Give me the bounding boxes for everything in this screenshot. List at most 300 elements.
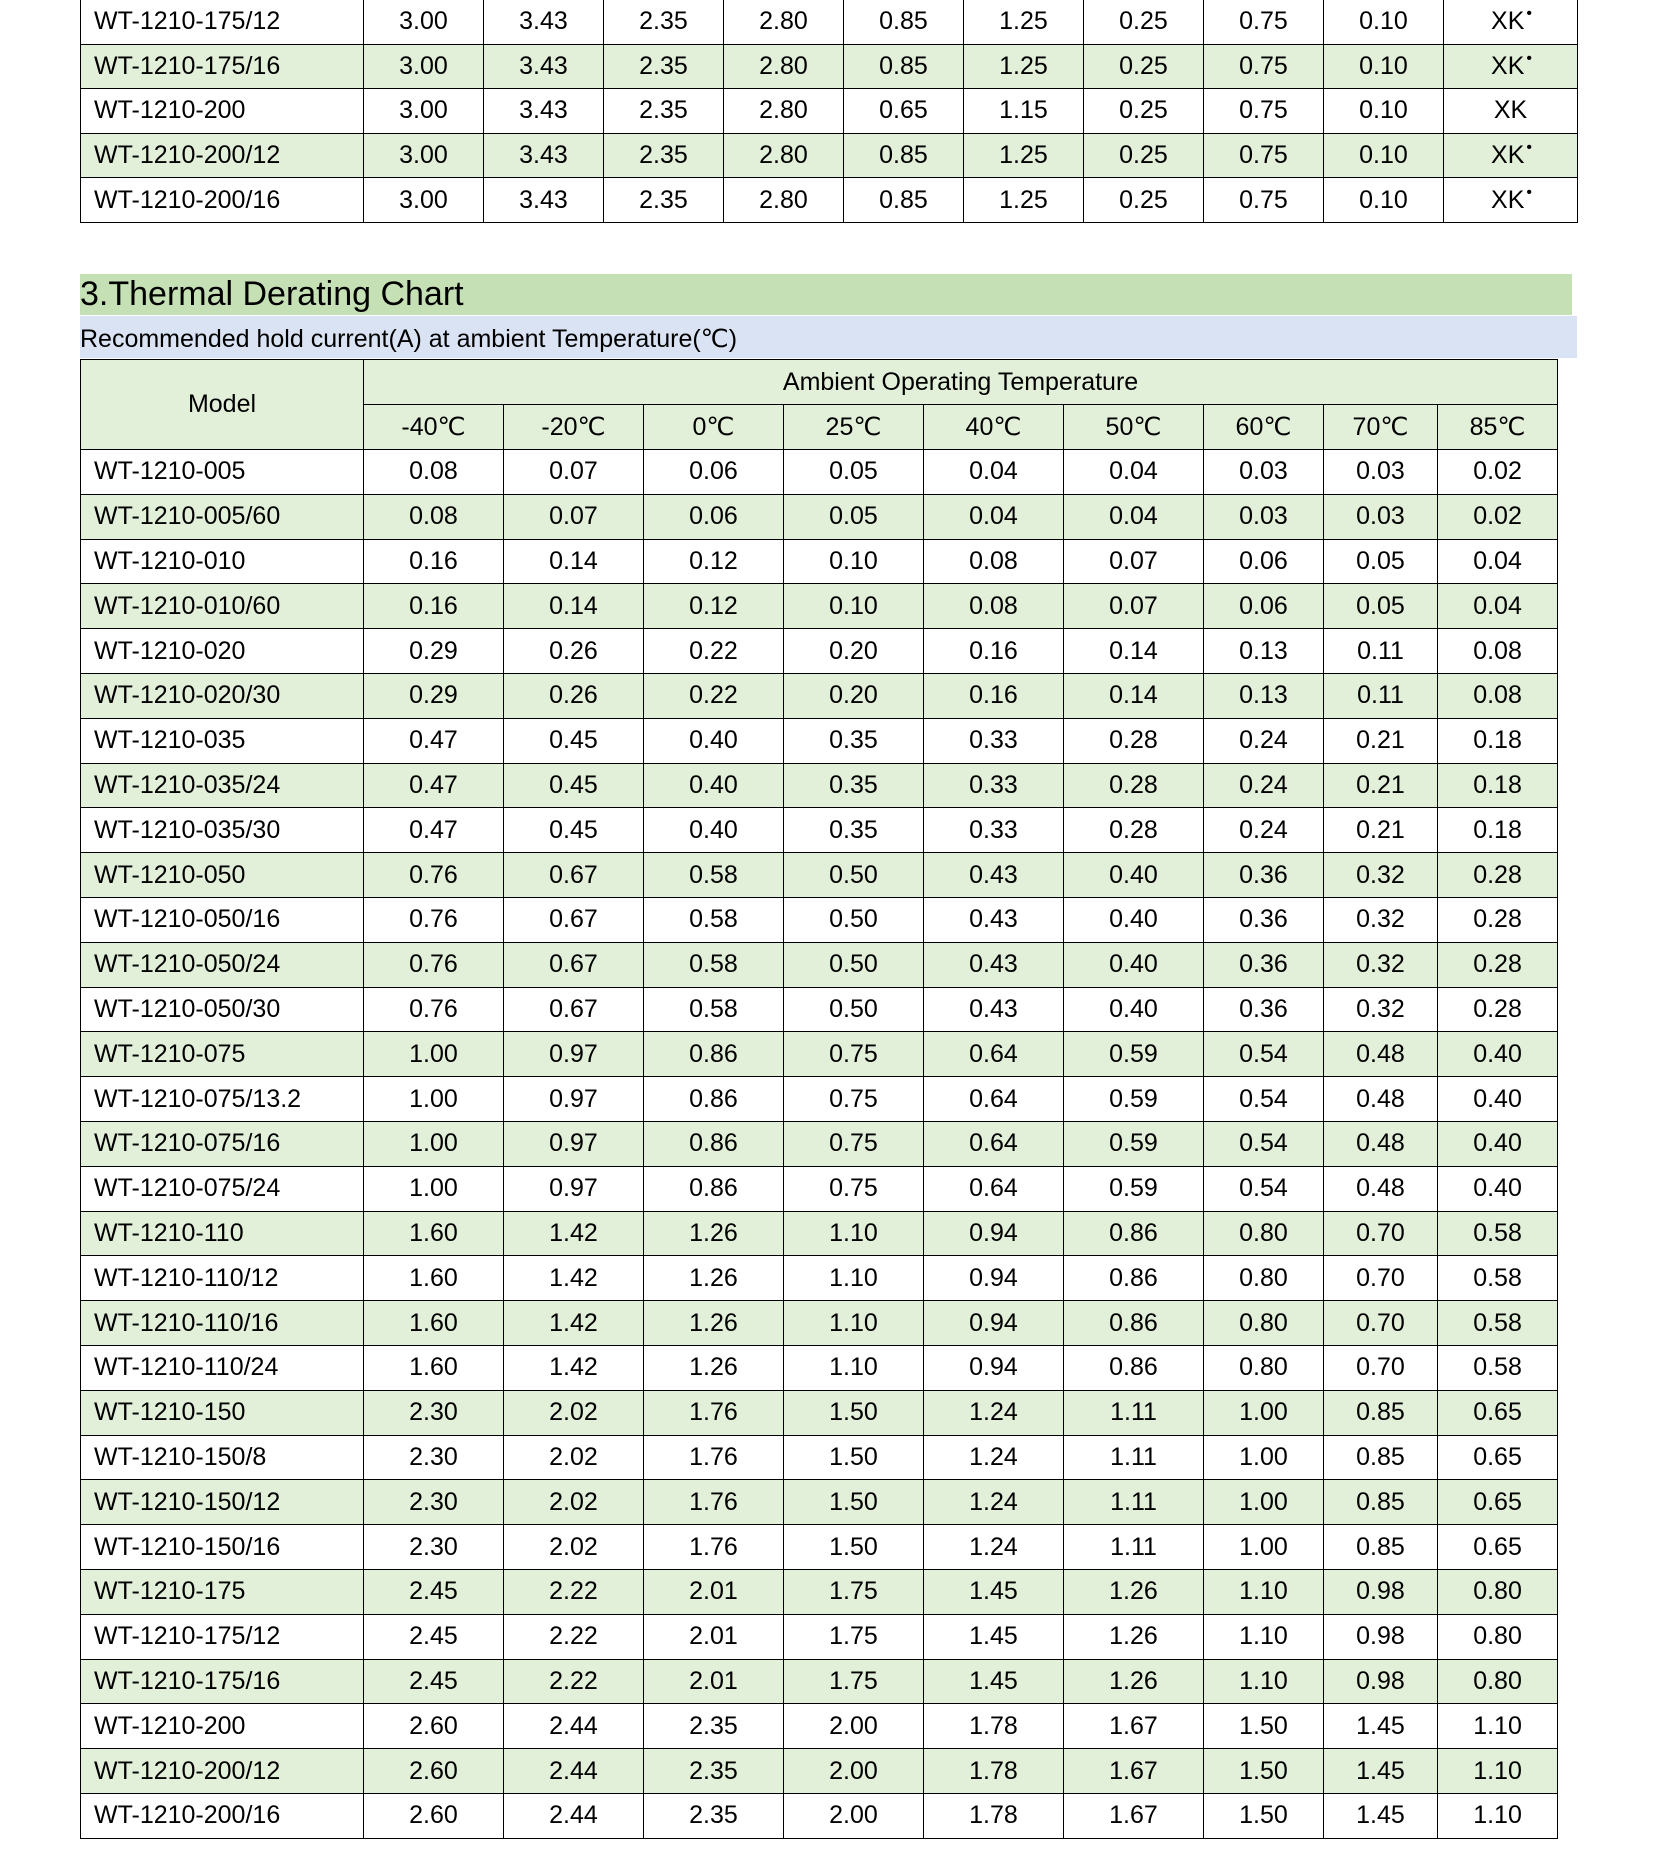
cell-text: 3.43 [519,7,568,36]
hold-current-cell: 0.58 [1438,1301,1558,1346]
table-row [81,1256,1558,1301]
hold-current-cell: 0.65 [1438,1435,1558,1480]
hold-current-cell: 0.47 [364,718,504,763]
hold-current-cell: 0.12 [644,584,784,629]
bullet-mark: • [1526,49,1532,67]
value-cell [724,133,844,178]
model-cell: WT-1210-110/16 [81,1301,364,1346]
hold-current-cell: 2.60 [364,1749,504,1794]
hold-current-cell: 0.08 [1438,629,1558,674]
hold-current-cell: 2.45 [364,1659,504,1704]
table-row [81,1704,1558,1749]
hold-current-cell: 0.94 [924,1345,1064,1390]
hold-current-cell: 1.00 [364,1166,504,1211]
hold-current-cell: 1.26 [1064,1614,1204,1659]
cell-text: 2.80 [759,141,808,170]
hold-current-cell: 0.76 [364,942,504,987]
hold-current-cell: 2.60 [364,1793,504,1838]
hold-current-cell: 0.40 [1438,1166,1558,1211]
hold-current-cell: 2.01 [644,1659,784,1704]
table-row [81,1390,1558,1435]
cell-text: 2.80 [759,96,808,125]
hold-current-cell: 0.86 [1064,1211,1204,1256]
cell-text: 3.00 [399,7,448,36]
table-row [81,1749,1558,1794]
hold-current-cell: 1.00 [1204,1525,1324,1570]
hold-current-cell: 1.50 [784,1390,924,1435]
hold-current-cell: 0.06 [644,450,784,495]
hold-current-cell: 0.07 [1064,584,1204,629]
table-row [81,1525,1558,1570]
hold-current-cell: 0.58 [644,897,784,942]
value-cell [1084,0,1204,44]
cell-text: 3.43 [519,185,568,214]
hold-current-cell: 0.86 [644,1032,784,1077]
marking-cell [1444,89,1578,134]
temperature-header: 85℃ [1438,405,1558,450]
table-row [81,0,1578,44]
bullet-mark: • [1526,5,1532,23]
hold-current-cell: 1.10 [1204,1614,1324,1659]
temperature-header: -40℃ [364,405,504,450]
cell-text: 0.75 [1239,7,1288,36]
cell-text: XK [1491,185,1525,214]
hold-current-cell: 1.24 [924,1435,1064,1480]
hold-current-cell: 0.04 [924,494,1064,539]
model-column-header: Model [81,360,364,450]
table-row [81,1301,1558,1346]
value-cell [1324,0,1444,44]
hold-current-cell: 0.28 [1064,808,1204,853]
cell-text: 0.25 [1119,7,1168,36]
hold-current-cell: 0.48 [1324,1032,1438,1077]
hold-current-cell: 2.30 [364,1480,504,1525]
hold-current-cell: 2.35 [644,1793,784,1838]
table-row [81,1480,1558,1525]
cell-text: 3.43 [519,96,568,125]
cell-text: 3.00 [399,141,448,170]
hold-current-cell: 0.50 [784,987,924,1032]
hold-current-cell: 0.40 [1438,1077,1558,1122]
cell-text: 2.35 [639,141,688,170]
hold-current-cell: 0.02 [1438,494,1558,539]
hold-current-cell: 1.10 [784,1211,924,1256]
hold-current-cell: 0.03 [1324,450,1438,495]
hold-current-cell: 0.40 [1064,897,1204,942]
hold-current-cell: 0.43 [924,942,1064,987]
hold-current-cell: 0.85 [1324,1435,1438,1480]
hold-current-cell: 0.45 [504,808,644,853]
value-cell [1204,0,1324,44]
cell-text: 2.80 [759,51,808,80]
hold-current-cell: 1.60 [364,1256,504,1301]
hold-current-cell: 0.75 [784,1032,924,1077]
hold-current-cell: 2.02 [504,1390,644,1435]
model-cell: WT-1210-200 [81,1704,364,1749]
hold-current-cell: 2.44 [504,1749,644,1794]
value-cell [364,178,484,223]
hold-current-cell: 0.80 [1204,1211,1324,1256]
hold-current-cell: 0.33 [924,763,1064,808]
model-cell: WT-1210-075/24 [81,1166,364,1211]
hold-current-cell: 0.40 [1064,853,1204,898]
hold-current-cell: 2.22 [504,1659,644,1704]
hold-current-cell: 0.64 [924,1032,1064,1077]
value-cell [1084,44,1204,89]
hold-current-cell: 1.26 [644,1345,784,1390]
hold-current-cell: 0.07 [1064,539,1204,584]
value-cell [484,44,604,89]
value-cell [364,133,484,178]
cell-text: 0.10 [1359,7,1408,36]
hold-current-cell: 0.80 [1438,1569,1558,1614]
hold-current-cell: 0.29 [364,629,504,674]
hold-current-cell: 1.26 [1064,1569,1204,1614]
table-row [81,89,1578,134]
hold-current-cell: 0.54 [1204,1121,1324,1166]
hold-current-cell: 1.11 [1064,1390,1204,1435]
hold-current-cell: 0.36 [1204,897,1324,942]
hold-current-cell: 0.85 [1324,1480,1438,1525]
cell-text: 1.25 [999,185,1048,214]
hold-current-cell: 0.28 [1438,942,1558,987]
hold-current-cell: 1.76 [644,1435,784,1480]
hold-current-cell: 0.75 [784,1121,924,1166]
cell-text: 0.25 [1119,51,1168,80]
hold-current-cell: 1.67 [1064,1704,1204,1749]
value-cell [844,89,964,134]
cell-text: 2.35 [639,7,688,36]
value-cell [1084,178,1204,223]
cell-text: 0.85 [879,51,928,80]
value-cell [964,133,1084,178]
hold-current-cell: 0.48 [1324,1077,1438,1122]
table-row [81,987,1558,1032]
hold-current-cell: 1.50 [1204,1704,1324,1749]
table-row [81,897,1558,942]
hold-current-cell: 0.16 [364,539,504,584]
cell-text: 0.75 [1239,141,1288,170]
hold-current-cell: 0.08 [1438,673,1558,718]
hold-current-cell: 1.45 [924,1659,1064,1704]
hold-current-cell: 1.00 [364,1032,504,1077]
table-row [81,1614,1558,1659]
hold-current-cell: 0.10 [784,584,924,629]
hold-current-cell: 0.20 [784,629,924,674]
model-cell: WT-1210-035/24 [81,763,364,808]
cell-text: 1.25 [999,51,1048,80]
hold-current-cell: 1.00 [1204,1435,1324,1480]
hold-current-cell: 0.32 [1324,853,1438,898]
hold-current-cell: 2.22 [504,1614,644,1659]
hold-current-cell: 0.48 [1324,1166,1438,1211]
hold-current-cell: 0.26 [504,673,644,718]
cell-text: 0.10 [1359,141,1408,170]
cell-text: 2.80 [759,185,808,214]
hold-current-cell: 0.98 [1324,1569,1438,1614]
model-cell [81,0,364,44]
table-row [81,1077,1558,1122]
value-cell [484,0,604,44]
hold-current-cell: 2.60 [364,1704,504,1749]
model-cell: WT-1210-150/8 [81,1435,364,1480]
hold-current-cell: 0.08 [364,494,504,539]
hold-current-cell: 1.00 [1204,1390,1324,1435]
hold-current-cell: 2.00 [784,1749,924,1794]
model-cell [81,133,364,178]
hold-current-cell: 0.14 [1064,673,1204,718]
hold-current-cell: 1.50 [784,1480,924,1525]
model-cell: WT-1210-110/24 [81,1345,364,1390]
hold-current-cell: 0.08 [364,450,504,495]
table-row [81,1793,1558,1838]
model-cell: WT-1210-005/60 [81,494,364,539]
specification-table-continuation [80,0,1578,223]
hold-current-cell: 0.02 [1438,450,1558,495]
hold-current-cell: 0.50 [784,942,924,987]
temperature-header: 50℃ [1064,405,1204,450]
hold-current-cell: 0.18 [1438,808,1558,853]
hold-current-cell: 0.54 [1204,1077,1324,1122]
model-cell: WT-1210-035/30 [81,808,364,853]
hold-current-cell: 0.97 [504,1077,644,1122]
hold-current-cell: 0.59 [1064,1121,1204,1166]
hold-current-cell: 0.14 [504,539,644,584]
hold-current-cell: 0.10 [784,539,924,584]
hold-current-cell: 0.22 [644,673,784,718]
model-cell: WT-1210-020 [81,629,364,674]
cell-text: 3.43 [519,51,568,80]
hold-current-cell: 0.40 [1064,942,1204,987]
table-row [81,584,1558,629]
table-row [81,942,1558,987]
bullet-mark: • [1526,183,1532,201]
model-cell: WT-1210-200/16 [81,1793,364,1838]
table-row [81,1166,1558,1211]
hold-current-cell: 1.78 [924,1704,1064,1749]
hold-current-cell: 0.12 [644,539,784,584]
hold-current-cell: 1.24 [924,1390,1064,1435]
hold-current-cell: 0.35 [784,763,924,808]
hold-current-cell: 0.35 [784,718,924,763]
model-cell: WT-1210-020/30 [81,673,364,718]
hold-current-cell: 0.80 [1204,1256,1324,1301]
hold-current-cell: 1.26 [644,1211,784,1256]
hold-current-cell: 0.58 [644,853,784,898]
model-cell: WT-1210-050 [81,853,364,898]
value-cell [724,89,844,134]
hold-current-cell: 2.45 [364,1569,504,1614]
hold-current-cell: 0.05 [784,494,924,539]
hold-current-cell: 0.98 [1324,1614,1438,1659]
value-cell [724,0,844,44]
hold-current-cell: 2.02 [504,1435,644,1480]
value-cell [1324,133,1444,178]
hold-current-cell: 0.33 [924,718,1064,763]
hold-current-cell: 0.22 [644,629,784,674]
marking-cell [1444,178,1578,223]
cell-text: 2.35 [639,185,688,214]
cell-text: 0.65 [879,96,928,125]
hold-current-cell: 0.24 [1204,718,1324,763]
cell-text: 3.00 [399,51,448,80]
table-row [81,853,1558,898]
hold-current-cell: 1.42 [504,1301,644,1346]
hold-current-cell: 0.16 [924,673,1064,718]
hold-current-cell: 0.07 [504,494,644,539]
table-row [81,178,1578,223]
hold-current-cell: 0.50 [784,853,924,898]
hold-current-cell: 0.64 [924,1166,1064,1211]
hold-current-cell: 1.10 [784,1256,924,1301]
hold-current-cell: 1.78 [924,1793,1064,1838]
hold-current-cell: 0.58 [1438,1211,1558,1256]
value-cell [1204,178,1324,223]
thermal-derating-table [80,359,1558,1839]
hold-current-cell: 1.76 [644,1480,784,1525]
bullet-mark: • [1526,139,1532,157]
temperature-header: 70℃ [1324,405,1438,450]
hold-current-cell: 1.45 [924,1569,1064,1614]
hold-current-cell: 0.98 [1324,1659,1438,1704]
model-cell [81,44,364,89]
hold-current-cell: 0.32 [1324,987,1438,1032]
table-row [81,718,1558,763]
cell-text: 1.25 [999,7,1048,36]
hold-current-cell: 0.04 [1064,494,1204,539]
hold-current-cell: 0.86 [644,1121,784,1166]
temperature-header: 40℃ [924,405,1064,450]
hold-current-cell: 0.54 [1204,1032,1324,1077]
hold-current-cell: 0.40 [644,808,784,853]
cell-text: 0.75 [1239,96,1288,125]
hold-current-cell: 0.65 [1438,1525,1558,1570]
table-row [81,1211,1558,1256]
hold-current-cell: 1.76 [644,1525,784,1570]
hold-current-cell: 0.75 [784,1166,924,1211]
table-row [81,133,1578,178]
value-cell [484,133,604,178]
hold-current-cell: 0.75 [784,1077,924,1122]
hold-current-cell: 2.35 [644,1704,784,1749]
hold-current-cell: 0.14 [1064,629,1204,674]
hold-current-cell: 2.30 [364,1525,504,1570]
value-cell [1324,44,1444,89]
hold-current-cell: 1.26 [644,1301,784,1346]
hold-current-cell: 2.45 [364,1614,504,1659]
hold-current-cell: 0.85 [1324,1390,1438,1435]
hold-current-cell: 0.70 [1324,1256,1438,1301]
hold-current-cell: 0.18 [1438,718,1558,763]
hold-current-cell: 0.86 [1064,1301,1204,1346]
table-row [81,1121,1558,1166]
hold-current-cell: 2.44 [504,1704,644,1749]
cell-text: WT-1210-175/16 [94,51,281,80]
hold-current-cell: 0.32 [1324,897,1438,942]
model-cell: WT-1210-175 [81,1569,364,1614]
table-row [81,450,1558,495]
hold-current-cell: 2.44 [504,1793,644,1838]
cell-text: 0.10 [1359,185,1408,214]
hold-current-cell: 0.80 [1438,1614,1558,1659]
table-row [81,1345,1558,1390]
hold-current-cell: 0.28 [1064,718,1204,763]
hold-current-cell: 0.13 [1204,629,1324,674]
table-row [81,539,1558,584]
hold-current-cell: 0.16 [924,629,1064,674]
value-cell [1204,89,1324,134]
model-cell: WT-1210-110/12 [81,1256,364,1301]
value-cell [604,89,724,134]
value-cell [484,89,604,134]
hold-current-cell: 0.14 [504,584,644,629]
hold-current-cell: 1.75 [784,1614,924,1659]
hold-current-cell: 2.35 [644,1749,784,1794]
hold-current-cell: 2.00 [784,1793,924,1838]
table-row [81,1435,1558,1480]
model-cell: WT-1210-110 [81,1211,364,1256]
hold-current-cell: 0.04 [924,450,1064,495]
hold-current-cell: 0.20 [784,673,924,718]
hold-current-cell: 0.33 [924,808,1064,853]
hold-current-cell: 1.67 [1064,1793,1204,1838]
hold-current-cell: 0.67 [504,942,644,987]
value-cell [724,44,844,89]
model-cell: WT-1210-010 [81,539,364,584]
hold-current-cell: 0.97 [504,1032,644,1077]
value-cell [1084,89,1204,134]
hold-current-cell: 1.00 [364,1121,504,1166]
hold-current-cell: 0.13 [1204,673,1324,718]
temperature-header: -20℃ [504,405,644,450]
value-cell [1324,89,1444,134]
hold-current-cell: 1.50 [1204,1749,1324,1794]
hold-current-cell: 0.80 [1204,1301,1324,1346]
hold-current-cell: 1.00 [1204,1480,1324,1525]
hold-current-cell: 0.21 [1324,808,1438,853]
hold-current-cell: 0.94 [924,1301,1064,1346]
hold-current-cell: 0.03 [1204,450,1324,495]
cell-text: 0.10 [1359,51,1408,80]
hold-current-cell: 0.21 [1324,718,1438,763]
value-cell [1084,133,1204,178]
hold-current-cell: 1.67 [1064,1749,1204,1794]
cell-text: 0.85 [879,141,928,170]
hold-current-cell: 0.04 [1438,584,1558,629]
hold-current-cell: 2.30 [364,1390,504,1435]
hold-current-cell: 0.76 [364,897,504,942]
hold-current-cell: 1.24 [924,1480,1064,1525]
temperature-group-header: Ambient Operating Temperature [364,360,1558,405]
hold-current-cell: 0.80 [1204,1345,1324,1390]
cell-text: 1.15 [999,96,1048,125]
hold-current-cell: 0.08 [924,539,1064,584]
cell-text: 0.25 [1119,141,1168,170]
hold-current-cell: 1.10 [1204,1659,1324,1704]
hold-current-cell: 2.01 [644,1614,784,1659]
hold-current-cell: 0.05 [1324,584,1438,629]
model-cell: WT-1210-050/24 [81,942,364,987]
hold-current-cell: 1.42 [504,1256,644,1301]
model-cell: WT-1210-050/30 [81,987,364,1032]
hold-current-cell: 1.11 [1064,1480,1204,1525]
hold-current-cell: 0.07 [504,450,644,495]
table-row [81,808,1558,853]
hold-current-cell: 2.22 [504,1569,644,1614]
cell-text: 2.35 [639,96,688,125]
hold-current-cell: 0.05 [784,450,924,495]
hold-current-cell: 0.40 [1438,1032,1558,1077]
